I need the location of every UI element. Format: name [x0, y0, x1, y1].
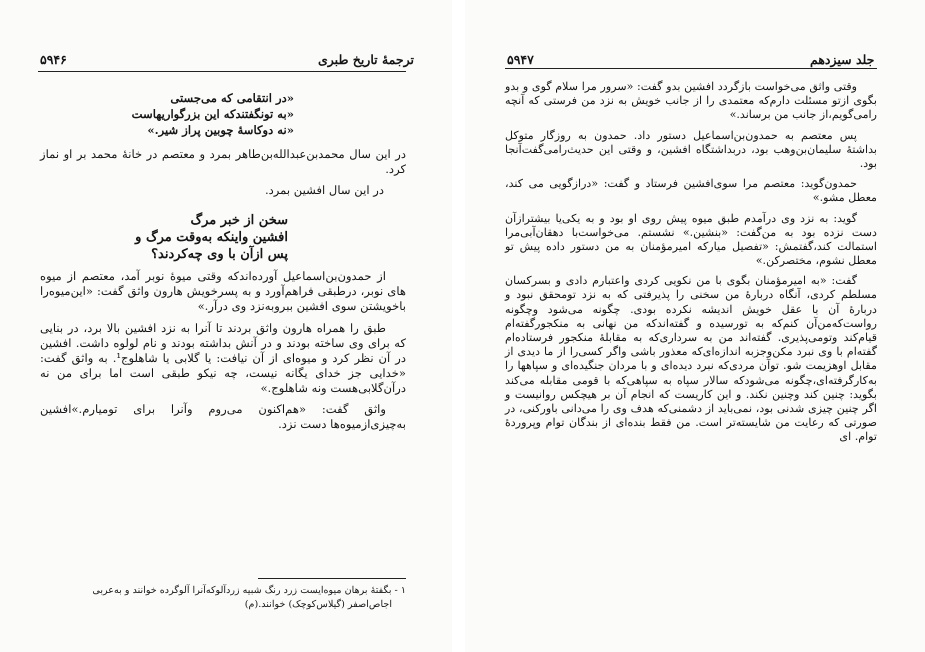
footnote: ۱ - بگفتهٔ برهان میوه‌ایست زرد رنگ شبیه زردآلوکه‌آنرا آلوگرده خوانند و به‌عربی اجاص‌اصفر (گیلاس‌کوچک) خوانند.(م) [92, 585, 406, 610]
page-number-right: ۵۹۴۷ [507, 52, 534, 67]
paragraph: از حمدون‌بن‌اسماعیل آورده‌اندکه وقتی میوهٔ نوبر آمد، معتصم از میوه های نوبر، درطبقی فراهم‌آورد و به پسرخویش هارون واثق گفت: «این‌میوه‌را باخویشتن سوی افشین ببروبه‌نزد وی درآر.» [40, 269, 406, 314]
paragraph: پس معتصم به حمدون‌بن‌اسماعیل دستور داد. حمدون به روزگار متوکل بداشتهٔ سلیمان‌بن‌وهب بود، دربداشتگاه افشین، و وقتی این حدیث‌رامی‌گفت‌آنجا بود. [505, 128, 877, 170]
page-number-left: ۵۹۴۶ [40, 52, 67, 67]
paragraph: وقتی واثق می‌خواست بازگردد افشین بدو گفت: «سرور مرا سلام گوی و بدو بگوی ازتو مسئلت دارم‌که معتمدی را از جانب خویش به نزد من فرستی که آنچه رامی‌گویم،از جانب من برساند.» [505, 80, 877, 122]
verse-line: «به تونگفتندکه این بزرگواریهاست [131, 107, 294, 122]
right-page [465, 0, 925, 652]
section-heading: سخن از خبر مرگ افشین واینکه به‌وقت مرگ و پس ازآن با وی چه‌کردند؟ [135, 212, 288, 263]
paragraph: طبق را همراه هارون واثق بردند تا آنرا به نزد افشین بالا برد، در بنایی که برای وی ساخته بودند و در آنش بداشته بودند و نام لولوه داشت. افشین در آن نظر کرد و میوه‌ای از آن نیافت: یا گلابی یا شاهلوج¹. به واثق گفت: «خدایی جز خدای یگانه نیست، چه نیکو طبقی است اما برای من نه درآن‌گلابی‌هست ونه شاهلوج.» [40, 320, 406, 395]
paragraph: در این سال افشین بمرد. [264, 182, 384, 197]
header-rule-left [38, 71, 406, 72]
verse-block [40, 90, 294, 139]
paragraph: در این سال محمدبن‌عبدالله‌بن‌طاهر بمرد و معتصم در خانهٔ محمد بر او نماز کرد. [40, 146, 406, 176]
right-body [505, 80, 877, 451]
paragraph: واثق گفت: «هم‌اکنون می‌روم وآنرا برای تومیارم.»افشین به‌چیزی‌ازمیوه‌ها دست نزد. [40, 401, 406, 431]
verse-line: «در انتقامی که می‌جستی [170, 91, 294, 105]
page-gutter [452, 0, 465, 652]
header-rule-right [505, 68, 877, 69]
left-body [40, 90, 406, 438]
verse-line: «نه دوکاسهٔ چوبین پراز شیر.» [147, 123, 294, 138]
footnote-rule [258, 578, 406, 579]
paragraph: گوید: به نزد وی درآمدم طبق میوه پیش روی او بود و به یکی‌یا بیشترازآن دست نزده بود به من‌گفت: «بنشین.» نشستم. می‌خواست‌با دهقان‌آبی‌مرا استمالت کند،گفتمش: «تفصیل میارکه امیرمؤمنان به من دستور داده پیش تو معطل نشوم، مختصرکن.» [505, 211, 877, 268]
running-title-left: ترجمهٔ تاریخ طبری [318, 52, 415, 67]
left-page [0, 0, 452, 652]
paragraph: حمدون‌گوید: معتصم مرا سوی‌افشین فرستاد و گفت: «درازگویی می کند، معطل مشو.» [505, 177, 877, 205]
paragraph: گفت: «به امیرمؤمنان بگوی با من نکویی کردی واعتبارم دادی و بسرکسان مسلطم کردی، آنگاه دربارهٔ من سخنی را پذیرفتی که به نزد تومحقق نبود و دربارهٔ آن با عقل خویش اندیشه نکرده بودی. چگونه می‌شود وچگونه رواست‌که‌من‌آن کنم‌که به تورسیده و گفته‌اندکه من نهانی به منکجورگفته‌ام قیام‌کند وتومی‌پذیری. گفته‌اند من به سرداری‌که به مقابلهٔ منکجور فرستاده‌ام گفته‌ام با وی نبرد مکن‌وجزبه اندازه‌ای‌که معذور باشی واگر کسی‌را از ما دیدی از مقابل اوهزیمت شو. تو‌آن مردی‌که نبرد دیده‌ای و با مردان جنگیده‌ای و سپاهها را به‌کارگرفته‌ای،چگونه می‌شودکه سالار سپاه به سپاهی‌که با قومی مقابله می‌کند بگوید: چنین کند وچنین نکند. و این کاریست که انجام آن بر هیچکس روانیست و اگر چنین چیزی شدنی بود، نمی‌باید از دشمنی‌که هدف وی را می‌دانی باورکنی، در صورتی که رعایت من شایسته‌تر است. من فقط بنده‌ای از بندگان توام وپروردهٔ توام. ای [505, 274, 877, 444]
running-title-right: جلد سیزدهم [810, 52, 875, 67]
